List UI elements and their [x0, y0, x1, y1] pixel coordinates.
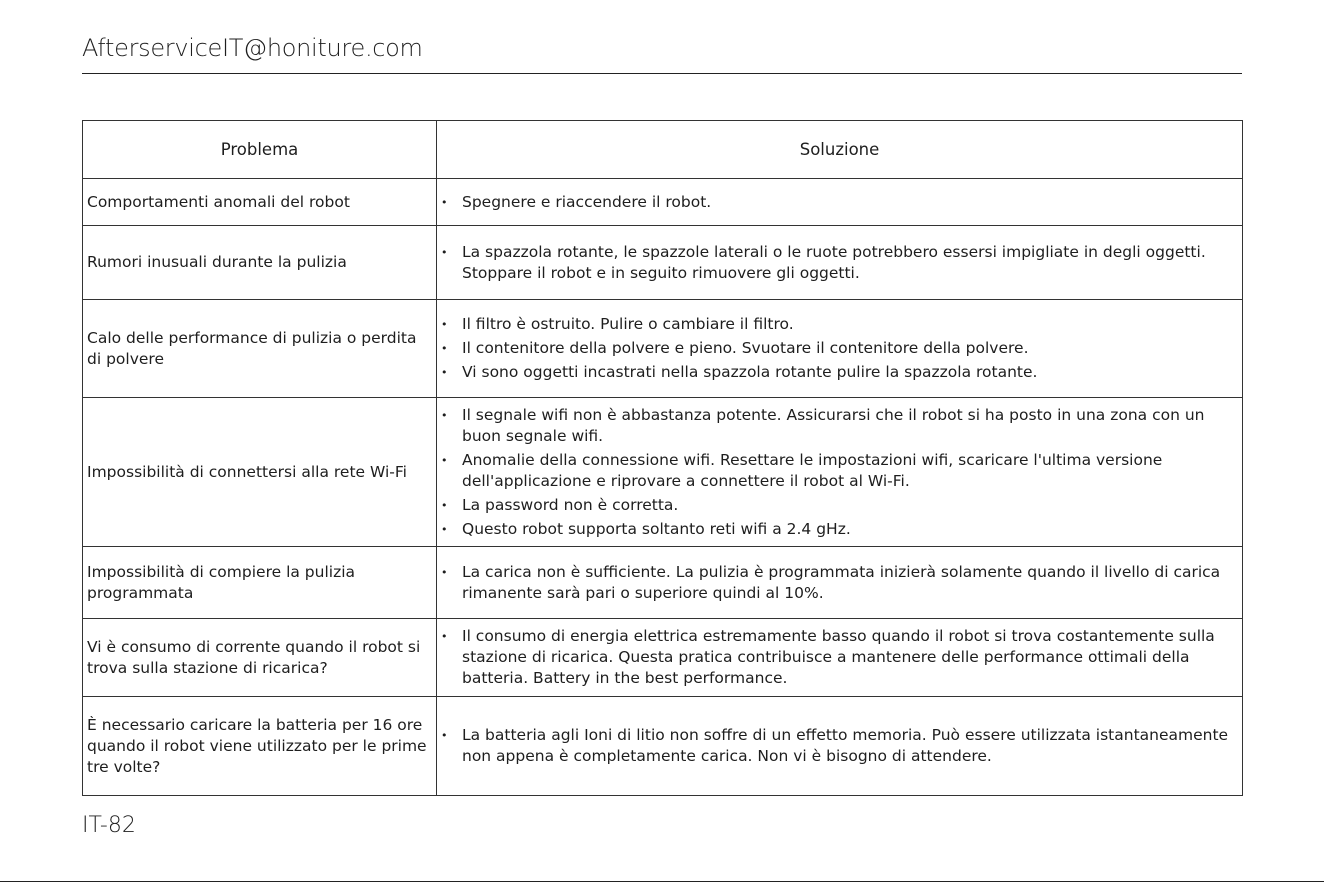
problem-cell: Impossibilità di connettersi alla rete Wi-Fi	[83, 398, 437, 547]
solution-item: • La spazzola rotante, le spazzole laterali o le ruote potrebbero essersi impigliate in degli oggetti. Stoppare il robot e in seguito rimuovere gli oggetti.	[441, 242, 1238, 284]
table-row	[83, 226, 1243, 300]
problem-cell: Calo delle performance di pulizia o perdita di polvere	[83, 300, 437, 398]
header-divider	[82, 73, 1242, 74]
problem-cell: Comportamenti anomali del robot	[83, 179, 437, 226]
problem-cell: Impossibilità di compiere la pulizia programmata	[83, 547, 437, 619]
solution-item: • Il segnale wifi non è abbastanza potente. Assicurarsi che il robot si ha posto in una zona con un buon segnale wifi.	[441, 405, 1238, 447]
solution-item: • Vi sono oggetti incastrati nella spazzola rotante pulire la spazzola rotante.	[441, 362, 1238, 383]
solution-cell	[437, 300, 1243, 398]
table-row	[83, 547, 1243, 619]
solution-item: • Anomalie della connessione wifi. Resettare le impostazioni wifi, scaricare l'ultima versione dell'applicazione e riprovare a connettere il robot al Wi-Fi.	[441, 450, 1238, 492]
table-row	[83, 619, 1243, 697]
solution-item: • La carica non è sufficiente. La pulizia è programmata inizierà solamente quando il livello di carica rimanente sarà pari o superiore quindi al 10%.	[441, 562, 1238, 604]
table-header-row	[83, 121, 1243, 179]
solution-cell	[437, 226, 1243, 300]
page-number: IT-82	[82, 813, 136, 838]
table-row	[83, 398, 1243, 547]
solution-item: • Spegnere e riaccendere il robot.	[441, 192, 1238, 213]
bottom-divider	[0, 881, 1324, 882]
problem-cell: È necessario caricare la batteria per 16 ore quando il robot viene utilizzato per le prime tre volte?	[83, 697, 437, 796]
solution-item: • Questo robot supporta soltanto reti wifi a 2.4 gHz.	[441, 519, 1238, 540]
header-email: AfterserviceIT@honiture.com	[82, 34, 423, 62]
problem-cell: Rumori inusuali durante la pulizia	[83, 226, 437, 300]
table-row	[83, 697, 1243, 796]
solution-item: • Il filtro è ostruito. Pulire o cambiare il filtro.	[441, 314, 1238, 335]
troubleshooting-table	[82, 120, 1243, 796]
column-header-problem: Problema	[83, 121, 437, 179]
solution-cell	[437, 697, 1243, 796]
solution-item: • La batteria agli Ioni di litio non soffre di un effetto memoria. Può essere utilizzata istantaneamente non appena è completamente carica. Non vi è bisogno di attendere.	[441, 725, 1238, 767]
solution-item: • Il consumo di energia elettrica estremamente basso quando il robot si trova costantemente sulla stazione di ricarica. Questa pratica contribuisce a mantenere delle performance ottimali della batteria. Battery in the best performance.	[441, 626, 1238, 689]
table-row	[83, 300, 1243, 398]
solution-cell	[437, 619, 1243, 697]
solution-cell	[437, 547, 1243, 619]
column-header-solution: Soluzione	[437, 121, 1243, 179]
table-row	[83, 179, 1243, 226]
solution-cell	[437, 398, 1243, 547]
solution-cell	[437, 179, 1243, 226]
solution-item: • Il contenitore della polvere e pieno. Svuotare il contenitore della polvere.	[441, 338, 1238, 359]
problem-cell: Vi è consumo di corrente quando il robot si trova sulla stazione di ricarica?	[83, 619, 437, 697]
solution-item: • La password non è corretta.	[441, 495, 1238, 516]
